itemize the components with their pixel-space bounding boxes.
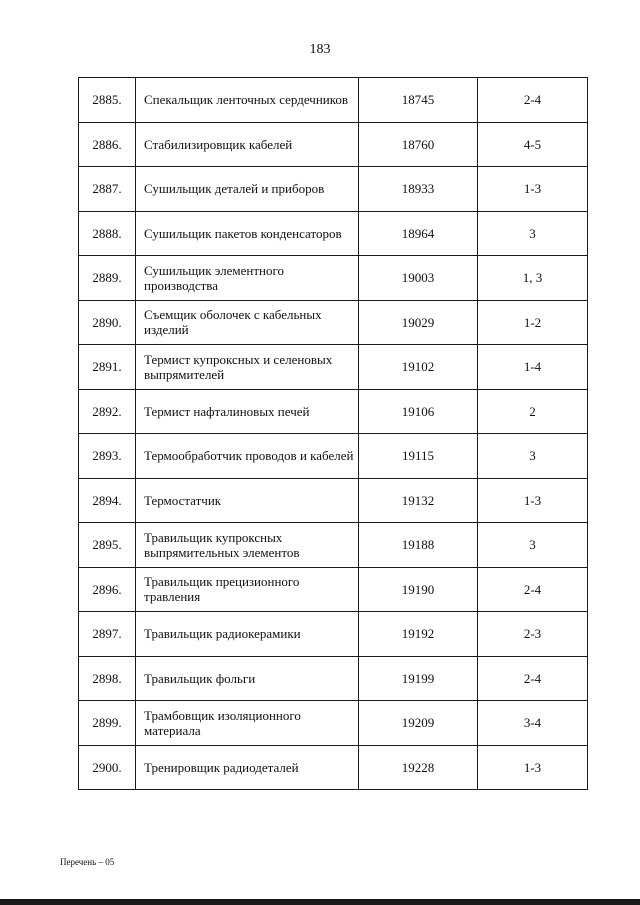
grade-range: 1-3 [478,745,588,790]
occupation-code: 19190 [359,567,478,612]
table-body [79,78,588,790]
grade-range: 3 [478,211,588,256]
occupation-code: 19228 [359,745,478,790]
occupation-code: 18745 [359,78,478,123]
grade-range: 1-3 [478,167,588,212]
table-row [79,523,588,568]
occupation-name: Сушильщик деталей и приборов [136,167,359,212]
occupation-name: Травильщик радиокерамики [136,612,359,657]
table-row [79,300,588,345]
grade-range: 4-5 [478,122,588,167]
occupation-name: Стабилизировщик кабелей [136,122,359,167]
row-number: 2897. [79,612,136,657]
table-row [79,434,588,479]
occupation-code: 18760 [359,122,478,167]
row-number: 2891. [79,345,136,390]
occupation-code: 19209 [359,701,478,746]
occupation-name: Термообработчик проводов и кабелей [136,434,359,479]
occupation-code: 18964 [359,211,478,256]
grade-range: 1-4 [478,345,588,390]
occupation-name: Термостатчик [136,478,359,523]
row-number: 2900. [79,745,136,790]
table-row [79,211,588,256]
grade-range: 3 [478,434,588,479]
occupation-name: Спекальщик ленточных сердечников [136,78,359,123]
row-number: 2889. [79,256,136,301]
occupation-name: Тренировщик радиодеталей [136,745,359,790]
footer-note: Перечень – 05 [60,857,115,867]
occupation-name: Съемщик оболочек с кабельных изделий [136,300,359,345]
occupation-code: 19132 [359,478,478,523]
table-row [79,478,588,523]
occupation-code: 19003 [359,256,478,301]
row-number: 2894. [79,478,136,523]
page-number: 183 [309,42,331,57]
table-row [79,256,588,301]
occupation-name: Сушильщик элементного производства [136,256,359,301]
row-number: 2895. [79,523,136,568]
occupation-code: 19188 [359,523,478,568]
table-row [79,745,588,790]
occupation-code: 19199 [359,656,478,701]
grade-range: 1, 3 [478,256,588,301]
table-row [79,122,588,167]
grade-range: 2-4 [478,656,588,701]
occupation-name: Травильщик прецизионного травления [136,567,359,612]
row-number: 2898. [79,656,136,701]
grade-range: 1-2 [478,300,588,345]
occupation-name: Термист купроксных и селеновых выпрямителей [136,345,359,390]
occupation-code: 19106 [359,389,478,434]
grade-range: 1-3 [478,478,588,523]
occupation-name: Травильщик купроксных выпрямительных элементов [136,523,359,568]
occupation-code: 19115 [359,434,478,479]
row-number: 2892. [79,389,136,434]
table-row [79,567,588,612]
occupation-code: 19102 [359,345,478,390]
grade-range: 2-3 [478,612,588,657]
occupation-name: Травильщик фольги [136,656,359,701]
row-number: 2888. [79,211,136,256]
table-row [79,656,588,701]
occupation-name: Сушильщик пакетов конденсаторов [136,211,359,256]
grade-range: 3-4 [478,701,588,746]
row-number: 2887. [79,167,136,212]
row-number: 2893. [79,434,136,479]
table-row [79,389,588,434]
scan-edge [0,899,640,905]
row-number: 2899. [79,701,136,746]
occupations-table [78,77,588,790]
occupation-code: 19192 [359,612,478,657]
grade-range: 2-4 [478,78,588,123]
grade-range: 2-4 [478,567,588,612]
row-number: 2890. [79,300,136,345]
grade-range: 3 [478,523,588,568]
table-row [79,612,588,657]
row-number: 2886. [79,122,136,167]
grade-range: 2 [478,389,588,434]
occupation-name: Термист нафталиновых печей [136,389,359,434]
row-number: 2896. [79,567,136,612]
row-number: 2885. [79,78,136,123]
table-row [79,167,588,212]
table-row [79,78,588,123]
table-row [79,701,588,746]
occupation-name: Трамбовщик изоляционного материала [136,701,359,746]
occupation-code: 18933 [359,167,478,212]
occupation-code: 19029 [359,300,478,345]
table-row [79,345,588,390]
